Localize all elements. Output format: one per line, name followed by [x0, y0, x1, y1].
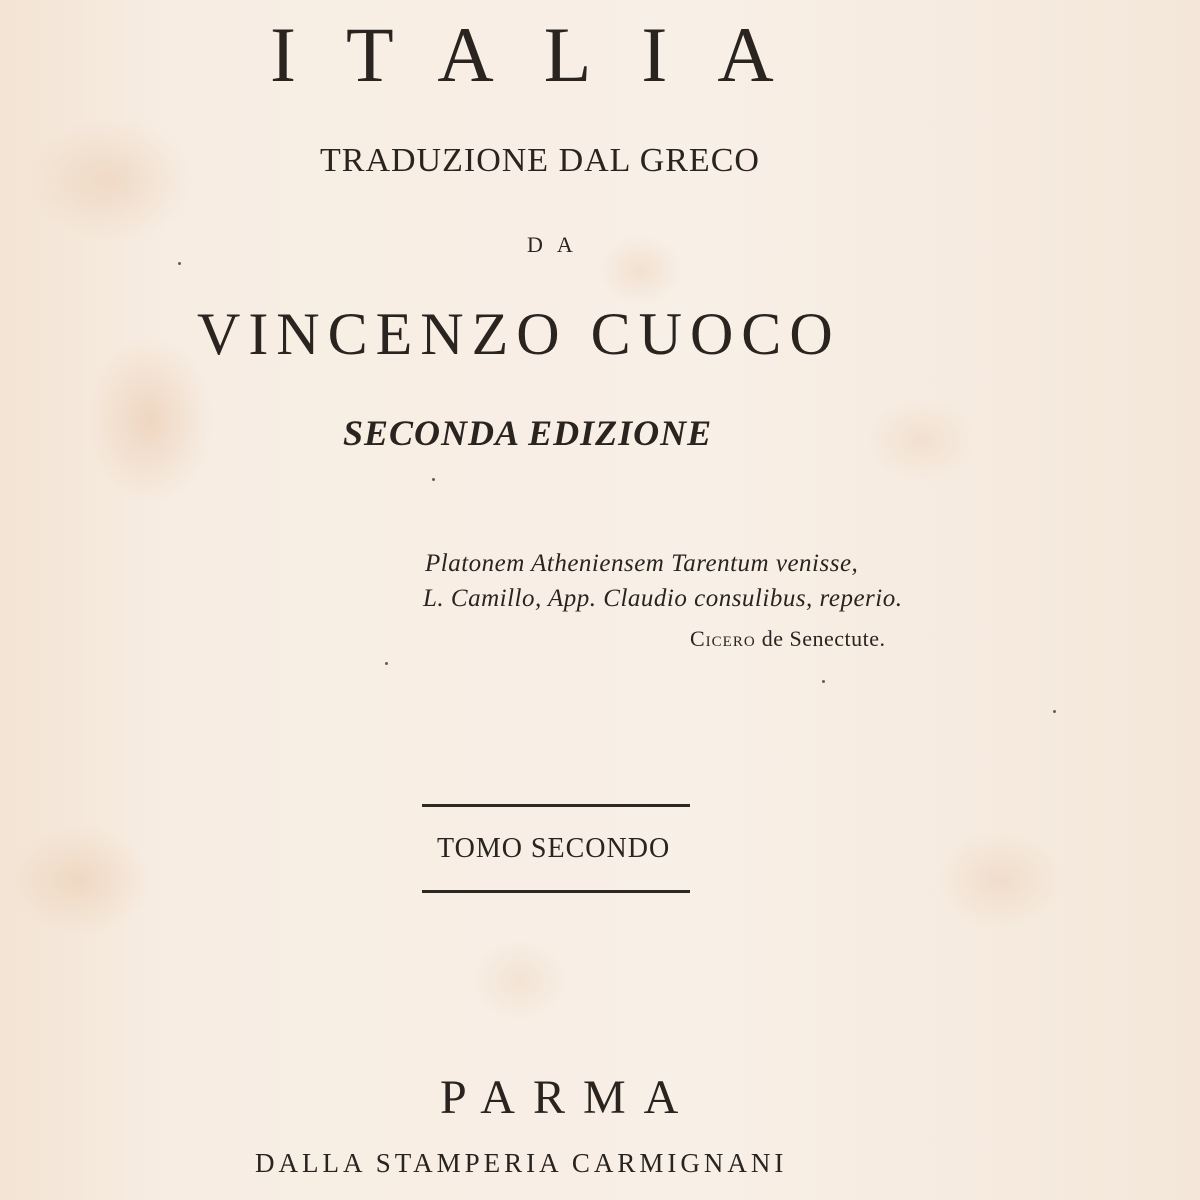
epigraph-author: Cicero — [690, 626, 756, 651]
ink-speck — [432, 478, 435, 481]
ink-speck — [1053, 710, 1056, 713]
by-label: DA — [527, 232, 587, 257]
epigraph-work: de Senectute. — [761, 626, 886, 651]
ink-speck — [178, 262, 181, 265]
imprint-city: PARMA — [440, 1071, 697, 1124]
book-title: ITALIA — [270, 11, 824, 98]
ink-speck — [385, 662, 388, 665]
divider-bottom — [422, 890, 690, 893]
book-subtitle: TRADUZIONE DAL GRECO — [320, 142, 760, 179]
epigraph-attribution — [690, 626, 885, 652]
epigraph-line-1: Platonem Atheniensem Tarentum venisse, — [425, 550, 859, 577]
divider-top — [422, 804, 690, 807]
ink-speck — [822, 680, 825, 683]
epigraph-line-2: L. Camillo, App. Claudio consulibus, reperio. — [423, 585, 903, 612]
volume-label: TOMO SECONDO — [437, 833, 671, 864]
imprint-printer: DALLA STAMPERIA CARMIGNANI — [255, 1148, 788, 1178]
author-name: VINCENZO CUOCO — [197, 301, 841, 367]
edition-label: SECONDA EDIZIONE — [343, 413, 713, 453]
